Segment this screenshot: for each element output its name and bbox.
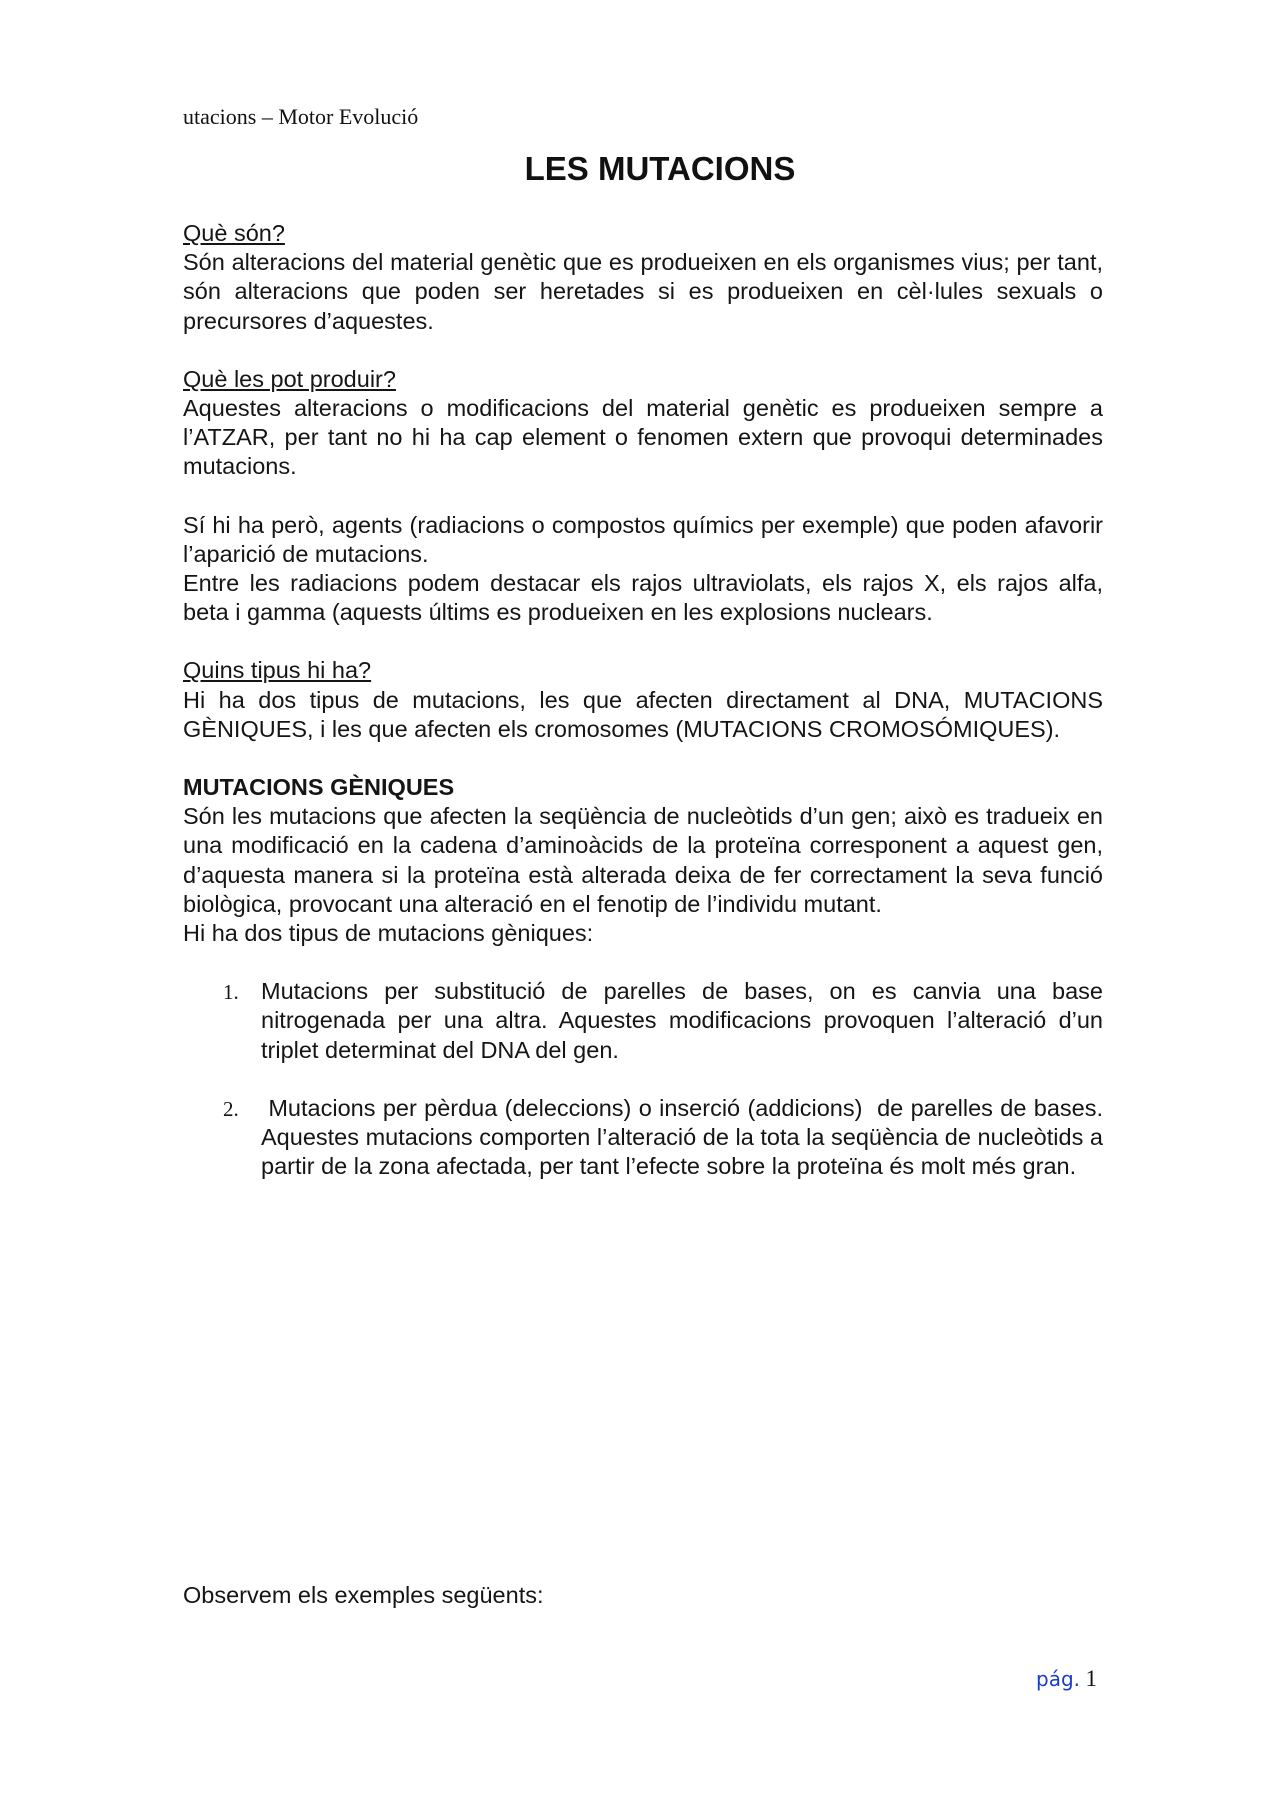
paragraph-tipus: Hi ha dos tipus de mutacions, les que afecten directament al DNA, MUTACIONS GÈNIQUES, i les que afecten els cromosomes (MUTACIONS CROMOSÓMIQUES). (183, 686, 1103, 742)
document-body (183, 219, 1117, 1181)
page-label: pág. (1036, 1667, 1081, 1691)
page-title: LES MUTACIONS (524, 150, 796, 187)
paragraph-agents: Sí hi ha però, agents (radiacions o compostos químics per exemple) que poden afavorir l’aparició de mutacions. (183, 511, 1103, 567)
list-item (183, 1094, 1117, 1182)
running-header: utacions – Motor Evolució (183, 104, 419, 129)
paragraph-list-intro: Hi ha dos tipus de mutacions gèniques: (183, 920, 594, 947)
page-number-value: 1 (1085, 1666, 1098, 1691)
list-item-number: 1. (223, 980, 239, 1005)
paragraph-atzar: Aquestes alteracions o modificacions del material genètic es produeixen sempre a l’ATZAR, per tant no hi ha cap element o fenomen extern que provoqui determinades mutacions. (183, 395, 1103, 480)
list-item-text: Mutacions per substitució de parelles de bases, on es canvia una base nitrogenada per una altra. Aquestes modificacions provoquen l’alteració d’un triplet determinat del DNA del gen. (261, 978, 1103, 1063)
list-item-text: Mutacions per pèrdua (deleccions) o inserció (addicions) de parelles de bases. Aquestes mutacions comporten l’alteració de la tota la seqüència de nucleòtids a partir de la zona afectada, per tant l’efecte sobre la proteïna és molt més gran. (261, 1094, 1117, 1180)
paragraph-que-son: Són alteracions del material genètic que es produeixen en els organismes vius; per tant, són alteracions que poden ser heretades si es produeixen en cèl·lules sexuals o precursores d’aquestes. (183, 249, 1103, 334)
closing-line: Observem els exemples següents: (183, 1582, 544, 1608)
list-item-number: 2. (223, 1096, 239, 1121)
section-heading-que-son: Què són? (183, 220, 285, 246)
section-heading-quins-tipus: Quins tipus hi ha? (183, 657, 372, 684)
mutation-type-list (183, 977, 1117, 1181)
section-heading-que-les-pot-produir: Què les pot produir? (183, 365, 396, 392)
paragraph-radiacions: Entre les radiacions podem destacar els rajos ultraviolats, els rajos X, els rajos alfa, beta i gamma (aquests últims es produeixen en les explosions nuclears. (183, 570, 1103, 626)
paragraph-mutacions-gentiques: Són les mutacions que afecten la seqüència de nucleòtids d’un gen; això es tradueix en una modificació en la cadena d’aminoàcids de la proteïna corresponent a aquest gen, d’aquesta manera si la proteïna està alterada deixa de fer correctament la seva funció biològica, provocant una alteració en el fenotip de l’individu mutant. (183, 803, 1103, 917)
list-item (183, 977, 1103, 1065)
page-number (1036, 1666, 1097, 1692)
section-heading-mutacions-gentiques: MUTACIONS GÈNIQUES (183, 774, 455, 801)
